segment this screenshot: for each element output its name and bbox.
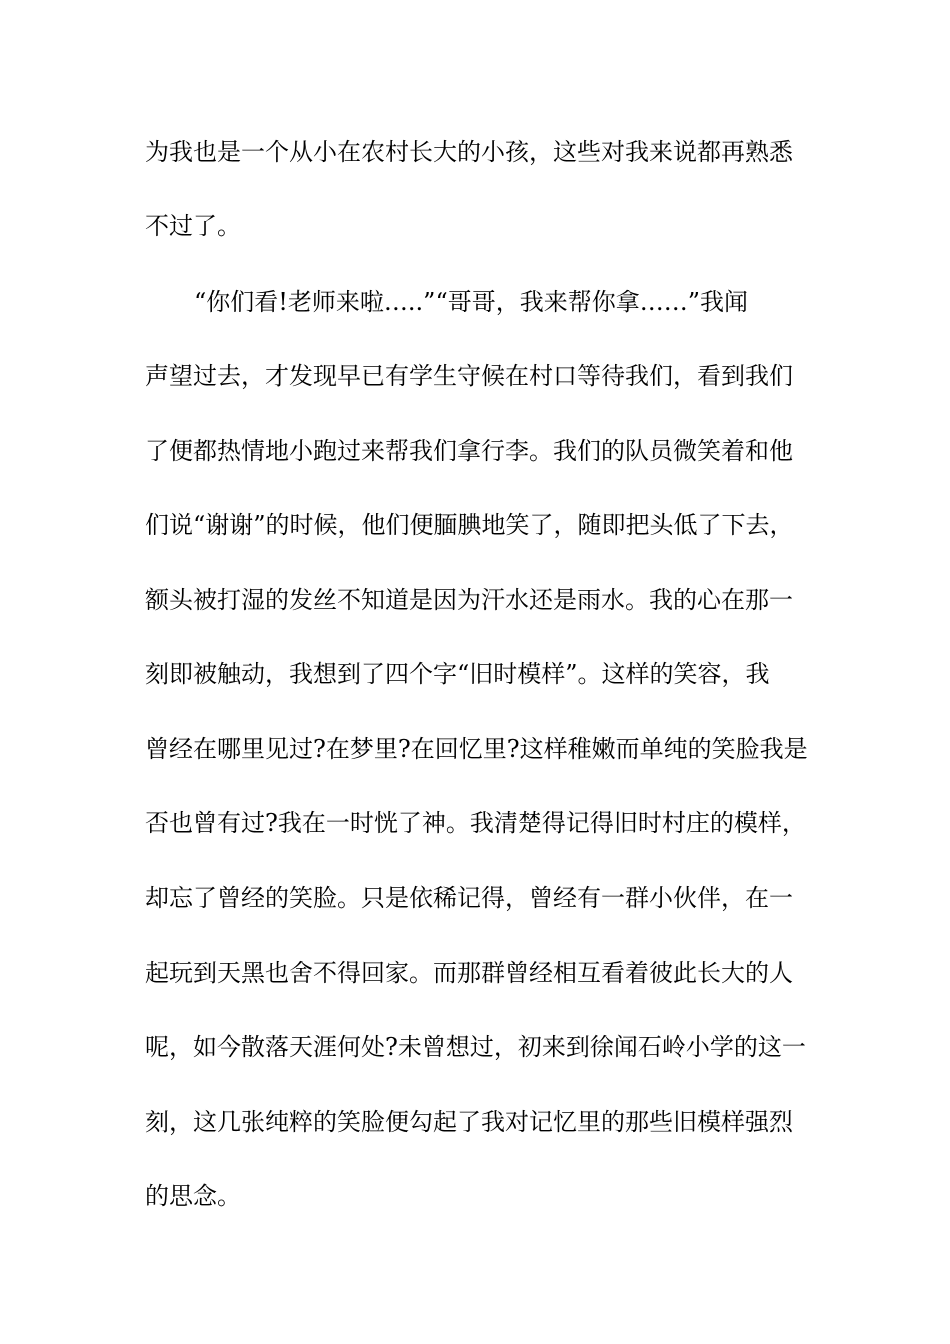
text-line-14: 刻，这几张纯粹的笑脸便勾起了我对记忆里的那些旧模样强烈 (145, 1108, 793, 1136)
text-line-8: 刻即被触动，我想到了四个字“旧时模样”。这样的笑容，我 (145, 660, 770, 688)
text-line-2: 不过了。 (145, 212, 241, 240)
text-line-1: 为我也是一个从小在农村长大的小孩，这些对我来说都再熟悉 (145, 138, 793, 166)
text-line-6: 们说“谢谢”的时候，他们便腼腆地笑了，随即把头低了下去， (145, 511, 794, 539)
text-line-11: 却忘了曾经的笑脸。只是依稀记得，曾经有一群小伙伴，在一 (145, 884, 793, 912)
text-line-7: 额头被打湿的发丝不知道是因为汗水还是雨水。我的心在那一 (145, 586, 793, 614)
text-line-13: 呢，如今散落天涯何处?未曾想过，初来到徐闻石岭小学的这一 (145, 1033, 806, 1061)
text-line-15: 的思念。 (145, 1182, 241, 1210)
text-line-3: “你们看!老师来啦…..”“哥哥，我来帮你拿……”我闻 (194, 288, 748, 316)
text-line-12: 起玩到天黑也舍不得回家。而那群曾经相互看着彼此长大的人 (145, 959, 793, 987)
text-line-10: 否也曾有过?我在一时恍了神。我清楚得记得旧时村庄的模样， (145, 809, 806, 837)
text-line-5: 了便都热情地小跑过来帮我们拿行李。我们的队员微笑着和他 (145, 437, 793, 465)
text-line-9: 曾经在哪里见过?在梦里?在回忆里?这样稚嫩而单纯的笑脸我是 (145, 735, 808, 763)
text-line-4: 声望过去，才发现早已有学生守候在村口等待我们，看到我们 (145, 362, 793, 390)
